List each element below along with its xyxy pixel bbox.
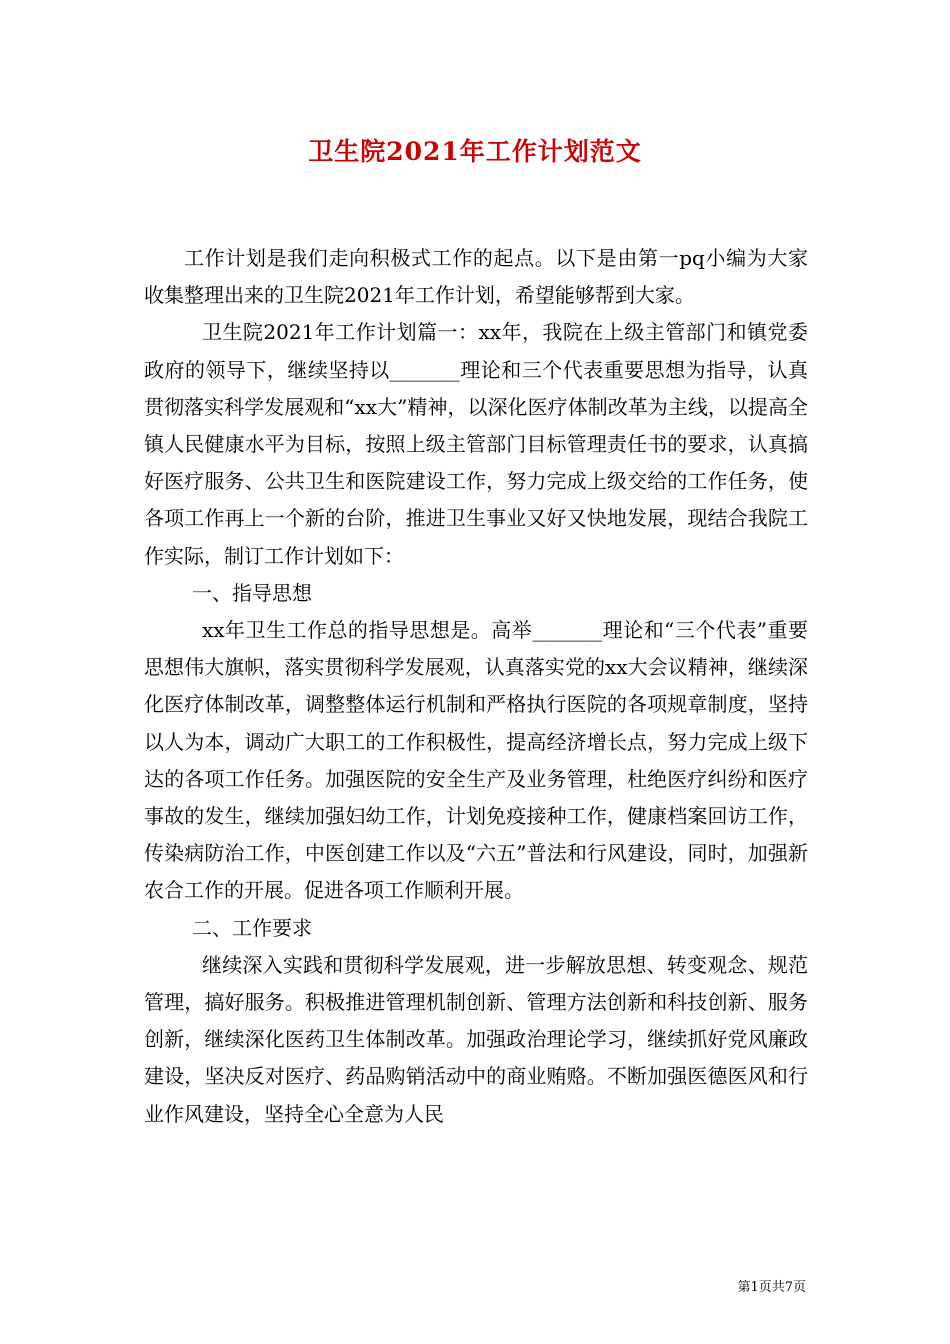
document-title: 卫生院2021年工作计划范文 [308, 137, 642, 166]
guiding-ideology-paragraph: xx年卫生工作总的指导思想是。高举_______理论和“三个代表”重要思想伟大旗帜，落实贯彻科学发展观，认真落实党的xx大会议精神，继续深化医疗体制改革，调整整体运行机制和严格执行医院的各项规章制度，坚持以人为本，调动广大职工的工作积极性，提高经济增长点，努力完成上级下达的各项工作任务。加强医院的安全生产及业务管理，杜绝医疗纠纷和医疗事故的发生，继续加强妇幼工作，计划免疫接种工作，健康档案回访工作，传染病防治工作，中医创建工作以及“六五”普法和行风建设，同时，加强新农合工作的开展。促进各项工作顺利开展。 [144, 618, 808, 903]
work-requirements-paragraph: 继续深入实践和贯彻科学发展观，进一步解放思想、转变观念、规范管理，搞好服务。积极推进管理机制创新、管理方法创新和科技创新、服务创新，继续深化医药卫生体制改革。加强政治理论学习，继续抓好党风廉政建设，坚决反对医疗、药品购销活动中的商业贿赂。不断加强医德医风和行业作风建设，坚持全心全意为人民 [144, 952, 808, 1126]
document-body [144, 240, 808, 1133]
section-heading-work-requirements: 二、工作要求 [192, 915, 312, 940]
section-heading-guiding-ideology: 一、指导思想 [192, 580, 312, 605]
page-number-footer: 第1页共7页 [737, 1280, 806, 1295]
plan-paragraph: 卫生院2021年工作计划篇一：xx年，我院在上级主管部门和镇党委政府的领导下，继续坚持以_______理论和三个代表重要思想为指导，认真贯彻落实科学发展观和“xx大”精神，以深化医疗体制改革为主线，以提高全镇人民健康水平为目标，按照上级主管部门目标管理责任书的要求，认真搞好医疗服务、公共卫生和医院建设工作，努力完成上级交给的工作任务，使各项工作再上一个新的台阶，推进卫生事业又好又快地发展，现结合我院工作实际，制订工作计划如下： [144, 320, 808, 568]
intro-paragraph: 工作计划是我们走向积极式工作的起点。以下是由第一pq小编为大家收集整理出来的卫生院2021年工作计划，希望能够帮到大家。 [144, 246, 808, 308]
